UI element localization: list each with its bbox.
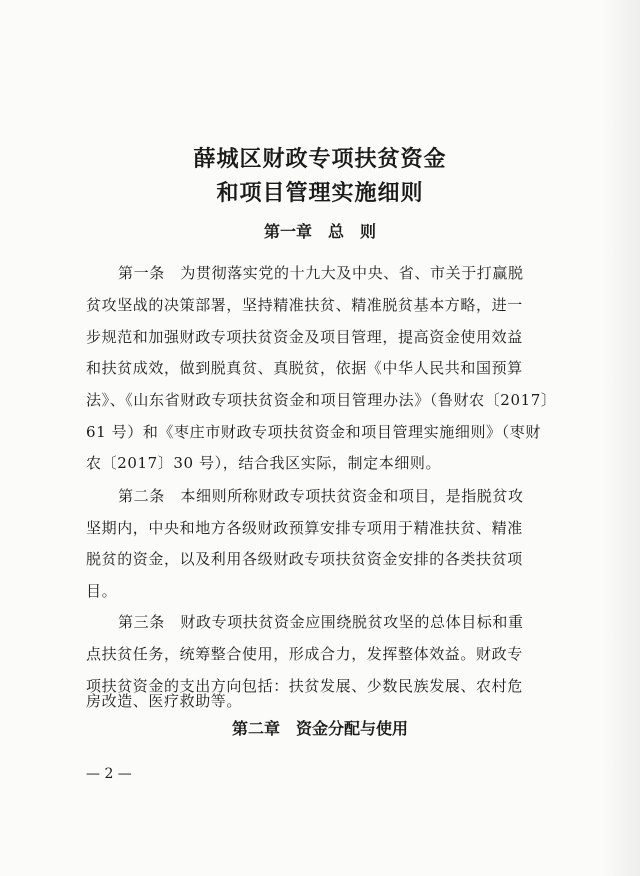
chapter-heading-2: 第二章 资金分配与使用 — [231, 719, 408, 738]
article3-line: 第三条 财政专项扶贫资金应围绕脱贫攻坚的总体目标和重 — [118, 613, 524, 631]
article1-line: 法》、《山东省财政专项扶贫资金和项目管理办法》（鲁财农〔2017〕 — [86, 391, 557, 409]
article2-line: 目。 — [86, 582, 118, 600]
document-title-line1: 薛城区财政专项扶贫资金 — [193, 147, 447, 172]
article1-line: 第一条 为贯彻落实党的十九大及中央、省、市关于打赢脱 — [118, 264, 524, 282]
page-edge-shadow — [600, 0, 640, 876]
chapter-heading-1: 第一章 总 则 — [263, 222, 376, 241]
article1-line: 步规范和加强财政专项扶贫资金及项目管理，提高资金使用效益 — [86, 328, 523, 346]
article2-line: 坚期内，中央和地方各级财政预算安排专项用于精准扶贫、精准 — [86, 519, 523, 537]
page-number: — 2 — — [86, 766, 132, 782]
article3-line: 项扶贫资金的支出方向包括：扶贫发展、少数民族发展、农村危 — [86, 677, 523, 695]
article1-line: 61 号）和《枣庄市财政专项扶贫资金和项目管理实施细则》（枣财 — [86, 423, 541, 441]
article1-line: 农〔2017〕30 号），结合我区实际，制定本细则。 — [86, 454, 442, 472]
article2-line: 脱贫的资金，以及利用各级财政专项扶贫资金安排的各类扶贫项 — [86, 550, 523, 568]
article1-line: 贫攻坚战的决策部署，坚持精准扶贫、精准脱贫基本方略，进一 — [86, 296, 523, 314]
article3-line: 点扶贫任务，统筹整合使用，形成合力，发挥整体效益。财政专 — [86, 645, 523, 663]
document-title-line2: 和项目管理实施细则 — [216, 181, 424, 206]
article3-line: 房改造、医疗救助等。 — [86, 692, 243, 710]
article2-line: 第二条 本细则所称财政专项扶贫资金和项目，是指脱贫攻 — [118, 487, 524, 505]
article1-line: 和扶贫成效，做到脱真贫、真脱贫，依据《中华人民共和国预算 — [86, 359, 523, 377]
